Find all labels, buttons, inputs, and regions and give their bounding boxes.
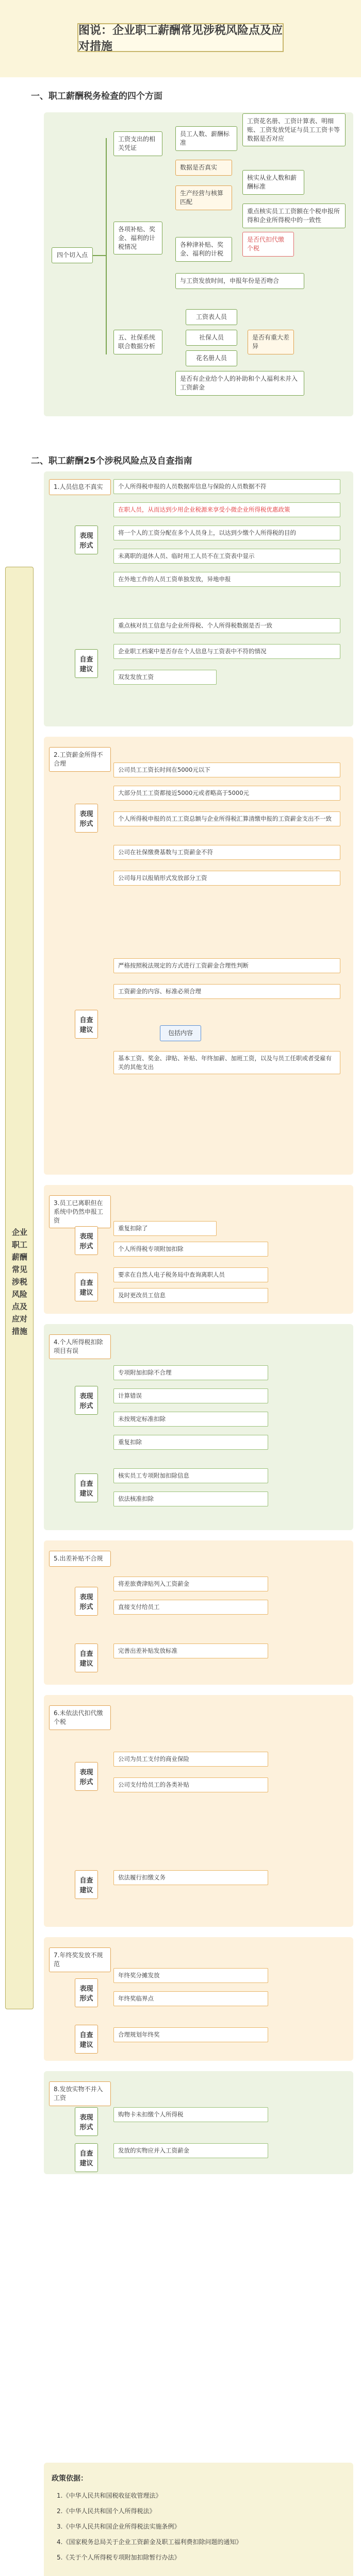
risk1-tag-a: 表现形式 — [75, 526, 98, 554]
leaf-1: 员工人数、薪酬标准 — [175, 126, 237, 151]
risk1-item: 将一个人的工资分配在多个人员身上，以达到少缴个人所得税的目的 — [113, 526, 340, 540]
risk1-item: 双发发放工资 — [113, 670, 217, 685]
risk3-title: 3.员工已离职但在系统中仍然申报工资 — [49, 1195, 111, 1228]
page-title: 图说：企业职工薪酬常见涉税风险点及应对措施 — [78, 24, 283, 53]
risk2-item: 工资薪金的内容、标准必须合理 — [113, 984, 340, 999]
risk8-item: 购物卡未扣缴个人所得税 — [113, 2107, 268, 2122]
risk5-tag-b: 自查建议 — [75, 1643, 98, 1672]
risk7-item: 年终奖临界点 — [113, 1991, 268, 2006]
risk7-item: 年终奖分摊发放 — [113, 1968, 268, 1983]
risk6-tag-a: 表现形式 — [75, 1762, 98, 1791]
policy-line: 5.《关于个人所得税专项附加扣除暂行办法》 — [57, 2554, 180, 2561]
risk8-tag-a: 表现形式 — [75, 2107, 98, 2136]
policy-line: 1.《中华人民共和国税收征收管理法》 — [57, 2492, 162, 2499]
risk7-tag-b: 自查建议 — [75, 2025, 98, 2054]
connector — [106, 138, 107, 354]
branch-2: 各项补贴、奖金、福利的计税情况 — [113, 222, 162, 255]
risk6-tag-b: 自查建议 — [75, 1870, 98, 1899]
leaf-7: 工资表人员 — [186, 309, 237, 325]
risk7-title: 7.年终奖发放不规范 — [49, 1947, 111, 1972]
risk2-item: 公司在社保缴费基数与工资薪金不符 — [113, 845, 340, 860]
risk3-tag-a: 表现形式 — [75, 1226, 98, 1255]
policy-heading: 政策依据： — [52, 2475, 88, 2483]
leaf-9: 花名册人员 — [186, 350, 237, 366]
risk2-tag-a: 表现形式 — [75, 804, 98, 833]
risk2-item: 公司每月以报销形式发放部分工资 — [113, 871, 340, 886]
risk6-item: 依法履行扣缴义务 — [113, 1870, 268, 1885]
leaf-10: 是否有重大差异 — [248, 330, 294, 354]
leaf-8: 社保人员 — [186, 330, 237, 346]
risk4-item: 计算错误 — [113, 1388, 268, 1403]
risk1-item: 在外地工作的人员工资单独发放，异地申报 — [113, 572, 340, 587]
risk1-tag-b: 自查建议 — [75, 649, 98, 678]
risk2-include-text: 基本工资、奖金、津贴、补贴、年终加薪、加班工资，以及与员工任职或者受雇有关的其他支出 — [113, 1051, 340, 1074]
note-2: 重点核实员工工资额在个税申报所得和企业所得税中的一致性 — [242, 204, 346, 228]
risk6-item: 公司支付给员工的各类补贴 — [113, 1777, 268, 1792]
risk1-item: 重点核对员工信息与企业所得税、个人所得税数据是否一致 — [113, 618, 340, 633]
leaf-3: 生产经营与核算匹配 — [175, 185, 232, 210]
risk2-include-label: 包括内容 — [160, 1025, 201, 1041]
risk7-tag-a: 表现形式 — [75, 1978, 98, 2007]
risk2-panel — [44, 737, 353, 1175]
policy-line: 2.《中华人民共和国个人所得税法》 — [57, 2507, 156, 2515]
risk2-tag-b: 自查建议 — [75, 1010, 98, 1039]
risk2-title: 2.工资薪金所得不合理 — [49, 747, 111, 772]
leaf-4: 核实从业人数和薪酬标准 — [242, 170, 304, 195]
risk4-item: 专项附加扣除不合理 — [113, 1365, 268, 1380]
connector — [93, 255, 106, 256]
risk4-item: 依法核准扣除 — [113, 1492, 268, 1506]
risk1-item: 企业职工档案中是否存在个人信息与工资表中不符的情况 — [113, 644, 340, 659]
note-1: 工资花名册、工资计算表、明细账、工资发放凭证与员工工资卡等数据是否对应 — [242, 113, 346, 146]
risk7-item: 合理规划年终奖 — [113, 2027, 268, 2042]
risk8-item: 发放的实物应并入工资薪金 — [113, 2143, 268, 2158]
risk3-item: 重复扣除了 — [113, 1221, 217, 1236]
section2-sidebar-label: 企业职工薪酬常见涉税风险点及应对措施 — [11, 1228, 27, 1336]
risk8-tag-b: 自查建议 — [75, 2143, 98, 2172]
risk5-item: 完善出差补贴发放标准 — [113, 1643, 268, 1658]
risk4-item: 核实员工专项附加扣除信息 — [113, 1468, 268, 1483]
policy-line: 3.《中华人民共和国企业所得税法实施条例》 — [57, 2523, 180, 2530]
root-node: 四个切入点 — [52, 247, 93, 263]
risk4-tag-b: 自查建议 — [75, 1473, 98, 1502]
policy-line: 4.《国家税务总局关于企业工资薪金及职工福利费扣除问题的通知》 — [57, 2538, 242, 2546]
risk4-tag-a: 表现形式 — [75, 1386, 98, 1415]
risk2-item: 严格按照税法规定的方式进行工资薪金合理性判断 — [113, 958, 340, 973]
leaf-5: 各种津补贴、奖金、福利的计税 — [175, 237, 232, 262]
section1-heading: 一、职工薪酬税务检查的四个方面 — [31, 91, 162, 101]
risk5-title: 5.出差补贴不合规 — [49, 1551, 111, 1567]
risk8-title: 8.发放实物不并入工资 — [49, 2081, 111, 2106]
risk1-title: 1.人员信息不真实 — [49, 479, 111, 495]
branch-1: 工资支出的相关凭证 — [113, 131, 162, 156]
risk2-item: 公司员工工资长时间在5000元以下 — [113, 762, 340, 777]
risk3-item: 要求在自然人电子税务局中查询离职人员 — [113, 1267, 268, 1282]
risk2-item: 大部分员工工资都接近5000元或者略高于5000元 — [113, 786, 340, 801]
risk6-title: 6.未依法代扣代缴个税 — [49, 1705, 111, 1730]
risk3-item: 及时更改员工信息 — [113, 1288, 268, 1303]
risk1-item: 未离职的退休人员、临时用工人员不在工资表中显示 — [113, 549, 340, 564]
risk5-item: 将差旅费津贴列入工资薪金 — [113, 1577, 268, 1591]
risk4-item: 未按规定标准扣除 — [113, 1412, 268, 1427]
risk1-item: 个人所得税申报的人员数据库信息与保险的人员数据不符 — [113, 479, 340, 494]
risk2-item: 个人所得税申报的员工工资总额与企业所得税汇算清缴申报的工资薪金支出不一致 — [113, 811, 340, 826]
risk6-item: 公司为员工支付的商业保险 — [113, 1752, 268, 1767]
risk4-title: 4.个人所得税扣除项目有误 — [49, 1334, 111, 1359]
risk1-item: 在职人员，从而达到少用企业税源来享受小微企业所得税优惠政策 — [113, 502, 340, 517]
note-4: 是否有企业给个人的补助和个人福利未并入工资薪金 — [175, 371, 304, 396]
risk4-item: 重复扣除 — [113, 1435, 268, 1450]
risk3-item: 个人所得税专项附加扣除 — [113, 1242, 268, 1257]
section2-heading: 二、职工薪酬25个涉税风险点及自查指南 — [31, 456, 192, 466]
leaf-6: 是否代扣代缴个税 — [242, 232, 294, 257]
risk5-tag-a: 表现形式 — [75, 1587, 98, 1616]
leaf-2: 数据是否真实 — [175, 160, 232, 176]
risk5-item: 直接支付给员工 — [113, 1600, 268, 1615]
branch-3: 五、社保系统联合数据分析 — [113, 330, 162, 354]
note-3: 与工资发放时间，申报年份是否吻合 — [175, 273, 304, 289]
risk3-tag-b: 自查建议 — [75, 1273, 98, 1301]
